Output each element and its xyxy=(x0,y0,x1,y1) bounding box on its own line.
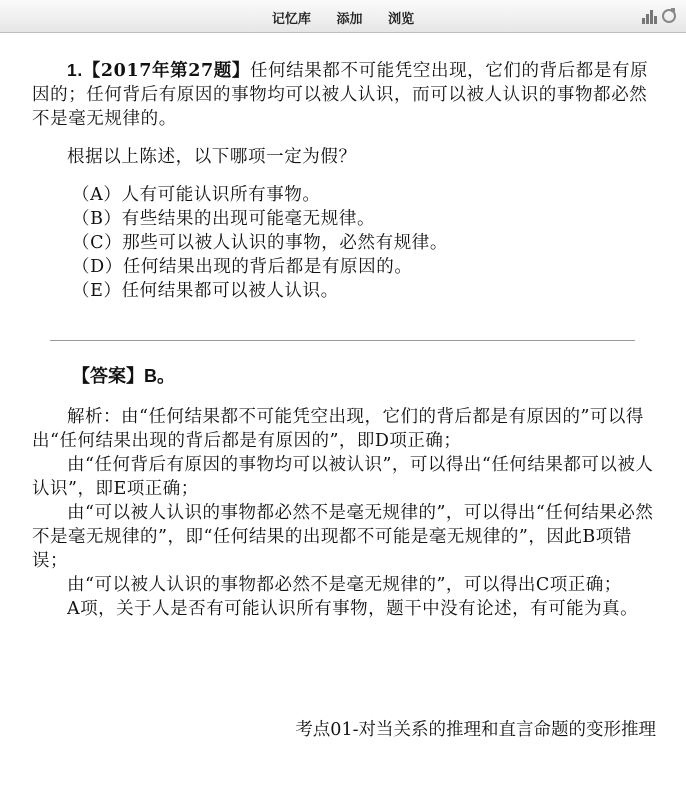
answer-value: B。 xyxy=(144,366,175,386)
question-number: 1. xyxy=(67,60,83,80)
toolbar-menu xyxy=(0,8,686,27)
answer-label: 【答案】 xyxy=(72,366,144,387)
question-stem: 任何结果都不可能凭空出现，它们的背后都是有原因的；任何背后有原因的事物均可以被人认识，而可以被人认识的事物都必然不是毫无规律的。 xyxy=(32,61,649,129)
menu-add[interactable]: 添加 xyxy=(336,11,363,26)
option-c: （C）那些可以被人认识的事物，必然有规律。 xyxy=(72,233,448,253)
analysis-paragraph-1: 解析：由“任何结果都不可能凭空出现，它们的背后都是有原因的”可以得出“任何结果出现的背后都是有原因的”，即D项正确； xyxy=(32,407,644,451)
analysis xyxy=(32,405,657,621)
analysis-paragraph-3: 由“可以被人认识的事物都必然不是毫无规律的”，可以得出“任何结果必然不是毫无规律的”，即“任何结果的出现都不可能是毫无规律的”，因此B项错误； xyxy=(32,503,654,571)
menu-browse[interactable]: 浏览 xyxy=(388,11,415,26)
question-card xyxy=(32,58,657,303)
question-tag: 【2017年第27题】 xyxy=(82,61,250,81)
answer-divider xyxy=(50,340,635,341)
option-b: （B）有些结果的出现可能毫无规律。 xyxy=(72,209,376,229)
option-a: （A）人有可能认识所有事物。 xyxy=(72,185,321,205)
toolbar xyxy=(0,0,686,33)
question-stem-paragraph xyxy=(32,58,657,131)
question-prompt: 根据以上陈述，以下哪项一定为假？ xyxy=(67,147,357,167)
stats-icon[interactable] xyxy=(642,8,658,24)
refresh-icon[interactable] xyxy=(662,9,676,23)
analysis-paragraph-4: 由“可以被人认识的事物都必然不是毫无规律的”，可以得出C项正确； xyxy=(67,575,622,595)
option-d: （D）任何结果出现的背后都是有原因的。 xyxy=(72,257,413,277)
analysis-paragraph-5: A项，关于人是否有可能认识所有事物，题干中没有论述，有可能为真。 xyxy=(67,599,639,619)
menu-deck[interactable]: 记忆库 xyxy=(271,11,311,26)
option-list xyxy=(32,183,657,303)
analysis-paragraph-2: 由“任何背后有原因的事物均可以被认识”，可以得出“任何结果都可以被人认识”，即E项正确； xyxy=(32,455,654,499)
option-e: （E）任何结果都可以被人认识。 xyxy=(72,281,339,301)
topic-tag: 考点01-对当关系的推理和直言命题的变形推理 xyxy=(295,720,656,740)
toolbar-icons xyxy=(642,8,676,24)
answer xyxy=(72,362,175,388)
